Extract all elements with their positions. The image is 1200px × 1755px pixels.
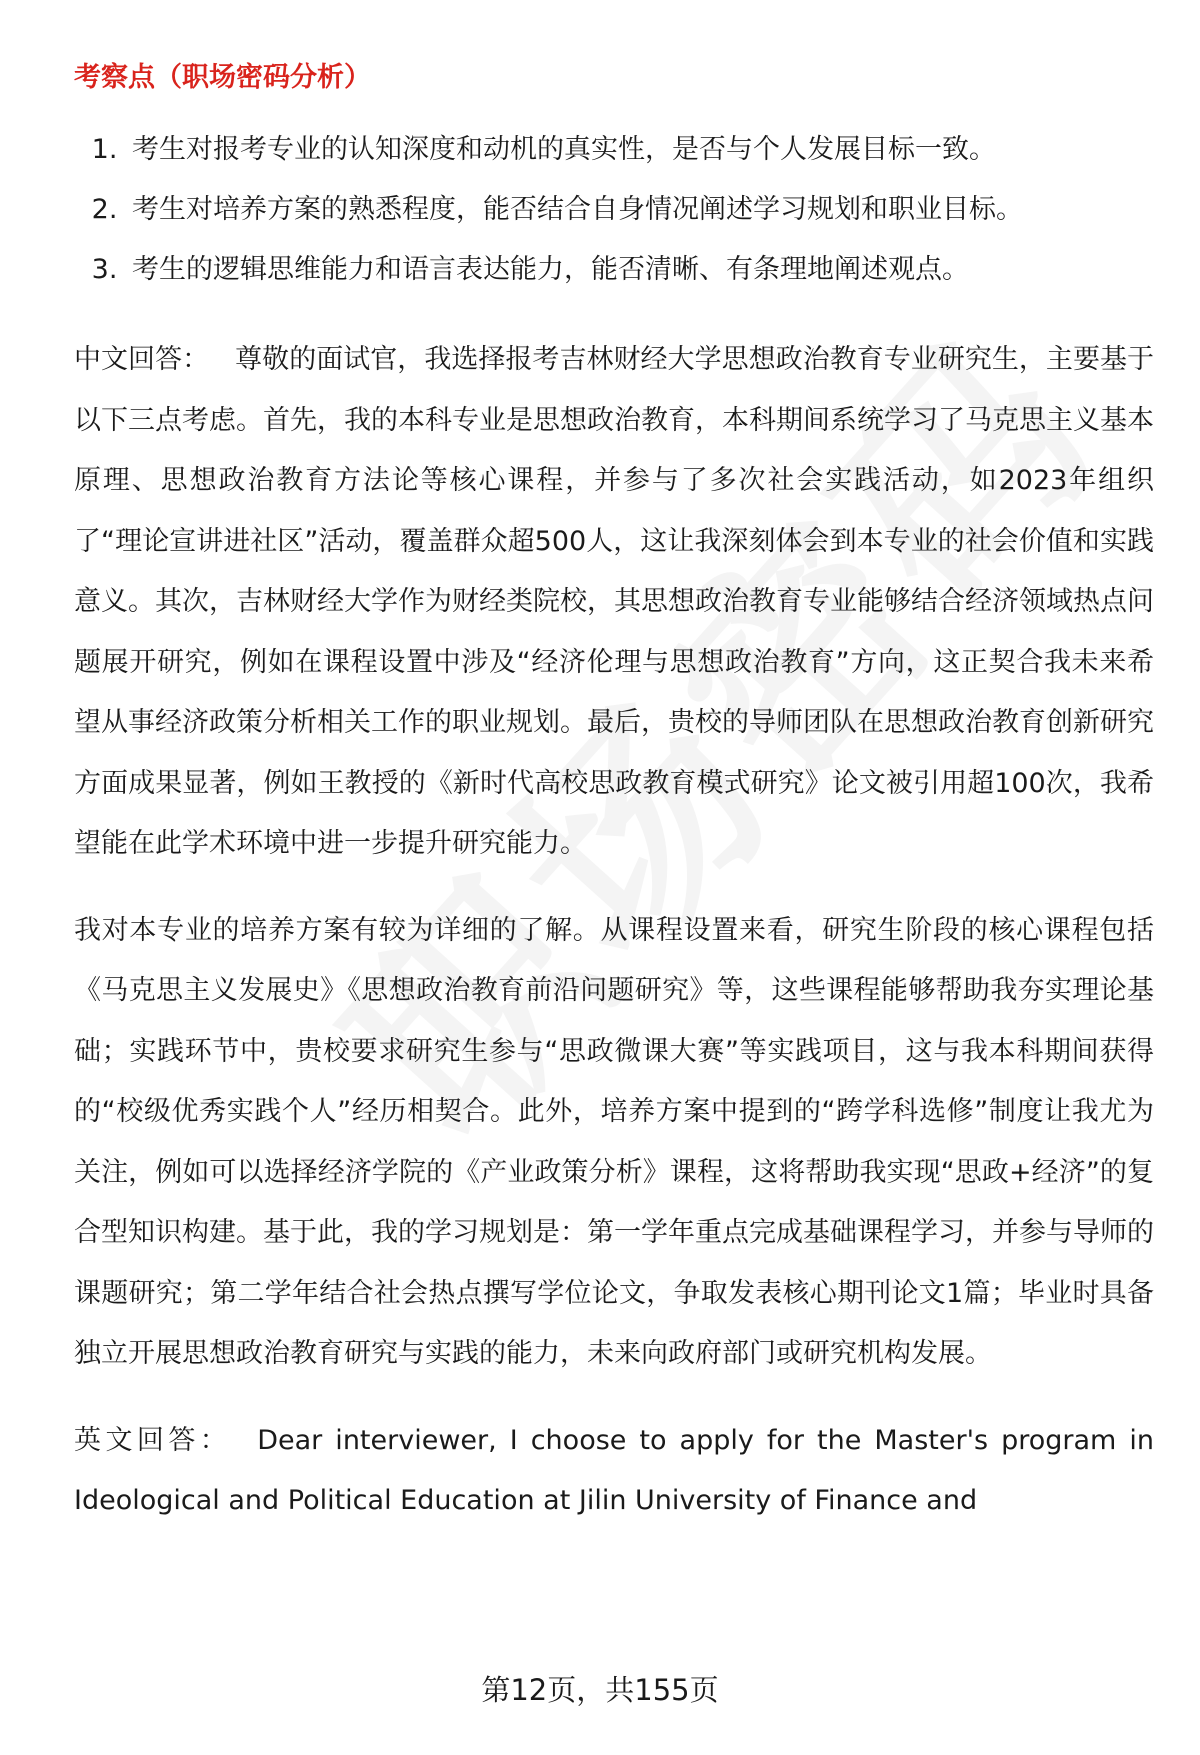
assessment-points-list: [74, 120, 1154, 300]
chinese-answer-paragraph-2: 我对本专业的培养方案有较为详细的了解。从课程设置来看，研究生阶段的核心课程包括《马克思主义发展史》《思想政治教育前沿问题研究》等，这些课程能够帮助我夯实理论基础；实践环节中，贵校要求研究生参与“思政微课大赛”等实践项目，这与我本科期间获得的“校级优秀实践个人”经历相契合。此外，培养方案中提到的“跨学科选修”制度让我尤为关注，例如可以选择经济学院的《产业政策分析》课程，这将帮助我实现“思政+经济”的复合型知识构建。基于此，我的学习规划是：第一学年重点完成基础课程学习，并参与导师的课题研究；第二学年结合社会热点撰写学位论文，争取发表核心期刊论文1篇；毕业时具备独立开展思想政治教育研究与实践的能力，未来向政府部门或研究机构发展。: [74, 914, 1154, 1369]
list-item: 3. 考生的逻辑思维能力和语言表达能力，能否清晰、有条理地阐述观点。: [126, 240, 1154, 300]
chinese-answer-paragraph-1: [74, 330, 1154, 875]
chinese-answer-text-1: 尊敬的面试官，我选择报考吉林财经大学思想政治教育专业研究生，主要基于以下三点考虑。首先，我的本科专业是思想政治教育，本科期间系统学习了马克思主义基本原理、思想政治教育方法论等核心课程，并参与了多次社会实践活动，如2023年组织了“理论宣讲进社区”活动，覆盖群众超500人，这让我深刻体会到本专业的社会价值和实践意义。其次，吉林财经大学作为财经类院校，其思想政治教育专业能够结合经济领域热点问题展开研究，例如在课程设置中涉及“经济伦理与思想政治教育”方向，这正契合我未来希望从事经济政策分析相关工作的职业规划。最后，贵校的导师团队在思想政治教育创新研究方面成果显著，例如王教授的《新时代高校思政教育模式研究》论文被引用超100次，我希望能在此学术环境中进一步提升研究能力。: [74, 344, 1155, 859]
chinese-answer-label: 中文回答：: [74, 344, 210, 375]
list-item: 2. 考生对培养方案的熟悉程度，能否结合自身情况阐述学习规划和职业目标。: [126, 180, 1154, 240]
page-content: [74, 58, 1154, 1558]
list-item: 1. 考生对报考专业的认知深度和动机的真实性，是否与个人发展目标一致。: [126, 120, 1154, 180]
section-title: 考察点（职场密码分析）: [74, 62, 371, 93]
page-number: 第12页，共155页: [481, 1673, 719, 1707]
english-answer-label: 英文回答：: [74, 1424, 232, 1456]
english-answer-text: Dear interviewer, I choose to apply for the Master's program in Ideological and Political Education at Jilin University of Finance and: [74, 1424, 1154, 1516]
english-answer-paragraph: [74, 1411, 1154, 1532]
